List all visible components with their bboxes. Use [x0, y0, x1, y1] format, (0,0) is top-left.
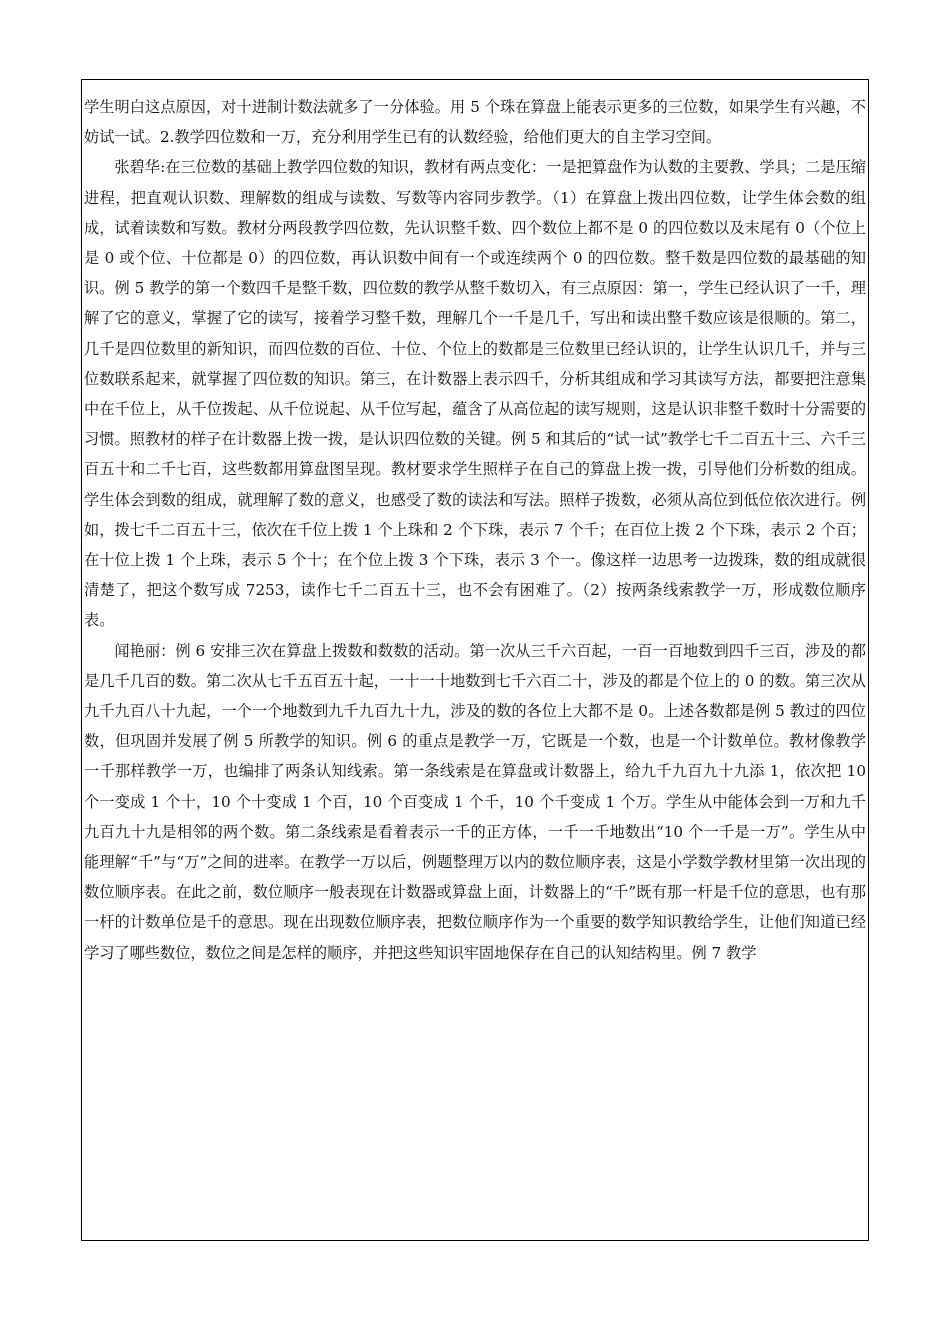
document-body [82, 80, 868, 968]
paragraph-continuation: 学生明白这点原因，对十进制计数法就多了一分体验。用 5 个珠在算盘上能表示更多的三位数，如果学生有兴趣，不妨试一试。2.教学四位数和一万，充分利用学生已有的认数经验，给他们更大的自主学习空间。 [84, 98, 866, 147]
document-frame [81, 79, 869, 1241]
paragraph-zhang-bihua: 张碧华:在三位数的基础上教学四位数的知识，教材有两点变化：一是把算盘作为认数的主要教、学具；二是压缩进程，把直观认识数、理解数的组成与读数、写数等内容同步教学。（1）在算盘上拨出四位数，让学生体会数的组成，试着读数和写数。教材分两段教学四位数，先认识整千数、四个数位上都不是 0 的四位数以及末尾有 0（个位上是 0 或个位、十位都是 0）的四位数，再认识数中间有一个或连续两个 0 的四位数。整千数是四位数的最基础的知识。例 5 教学的第一个数四千是整千数，四位数的教学从整千数切入，有三点原因：第一，学生已经认识了一千，理解了它的意义，掌握了它的读写，接着学习整千数，理解几个一千是几千，写出和读出整千数应该是很顺的。第二，几千是四位数里的新知识，而四位数的百位、十位、个位上的数都是三位数里已经认识的，让学生认识几千，并与三位数联系起来，就掌握了四位数的知识。第三，在计数器上表示四千，分析其组成和学习其读写方法，都要把注意集中在千位上，从千位拨起、从千位说起、从千位写起，蕴含了从高位起的读写规则，这是认识非整千数时十分需要的习惯。照教材的样子在计数器上拨一拨，是认识四位数的关键。例 5 和其后的“试一试”教学七千二百五十三、六千三百五十和二千七百，这些数都用算盘图呈现。教材要求学生照样子在自己的算盘上拨一拨，引导他们分析数的组成。学生体会到数的组成，就理解了数的意义，也感受了数的读法和写法。照样子拨数，必须从高位到低位依次进行。例如，拨七千二百五十三，依次在千位上拨 1 个上珠和 2 个下珠，表示 7 个千；在百位上拨 2 个下珠，表示 2 个百；在十位上拨 1 个上珠，表示 5 个十；在个位上拨 3 个下珠，表示 3 个一。像这样一边思考一边拨珠，数的组成就很清楚了，把这个数写成 7253，读作七千二百五十三，也不会有困难了。（2）按两条线索教学一万，形成数位顺序表。 [84, 158, 866, 630]
paragraph-wen-yanli: 闻艳丽：例 6 安排三次在算盘上拨数和数数的活动。第一次从三千六百起，一百一百地数到四千三百，涉及的都是几千几百的数。第二次从七千五百五十起，一十一十地数到七千六百二十，涉及的都是个位上的 0 的数。第三次从九千九百八十九起，一个一个地数到九千九百九十九，涉及的数的各位上大都不是 0。上述各数都是例 5 教过的四位数，但巩固并发展了例 5 所教学的知识。例 6 的重点是教学一万，它既是一个数，也是一个计数单位。教材像教学一千那样教学一万，也编排了两条认知线索。第一条线索是在算盘或计数器上，给九千九百九十九添 1，依次把 10 个一变成 1 个十，10 个十变成 1 个百，10 个百变成 1 个千，10 个千变成 1 个万。学生从中能体会到一万和九千九百九十九是相邻的两个数。第二条线索是看着表示一千的正方体，一千一千地数出“10 个一千是一万”。学生从中能理解“千”与“万”之间的进率。在教学一万以后，例题整理万以内的数位顺序表，这是小学数学教材里第一次出现的数位顺序表。在此之前，数位顺序一般表现在计数器或算盘上面，计数器上的“千”既有那一杆是千位的意思，也有那一杆的计数单位是千的意思。现在出现数位顺序表，把数位顺序作为一个重要的数学知识教给学生，让他们知道已经学习了哪些数位，数位之间是怎样的顺序，并把这些知识牢固地保存在自己的认知结构里。例 7 教学 [84, 641, 866, 962]
